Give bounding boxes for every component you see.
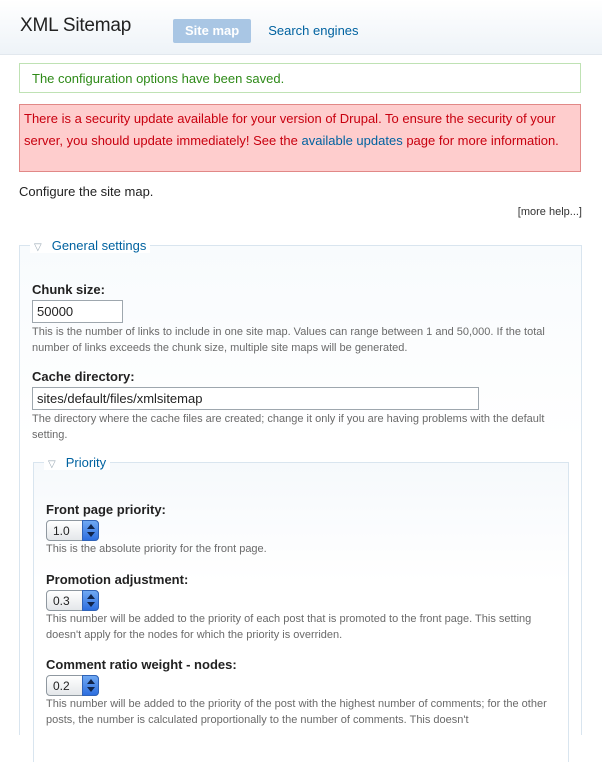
promotion-adjustment-select[interactable]: [46, 590, 99, 611]
general-settings-fieldset: [19, 238, 582, 735]
front-page-priority-description: This is the absolute priority for the front page.: [46, 543, 267, 555]
select-arrows-icon: [82, 520, 99, 541]
general-settings-legend-label: General settings: [51, 238, 147, 253]
collapse-triangle-icon: ▽: [48, 459, 56, 470]
cache-directory-label: Cache directory:: [32, 369, 135, 384]
page-title: XML Sitemap: [20, 15, 132, 36]
primary-tabs: [173, 19, 371, 43]
page-header: [0, 0, 602, 55]
collapse-triangle-icon: ▽: [34, 242, 42, 253]
status-message: The configuration options have been saved.: [19, 63, 581, 93]
priority-fieldset: [33, 455, 569, 762]
chunk-size-description: This is the number of links to include in one site map. Values can range between 1 and 50,000. If the total number of links exceeds the chunk size, multiple site maps will be generated.: [32, 326, 545, 354]
error-message-text-end: page for more information.: [402, 133, 559, 148]
cache-directory-input[interactable]: [32, 387, 479, 410]
promotion-adjustment-value: 0.3: [53, 594, 70, 608]
available-updates-link[interactable]: available updates: [301, 133, 403, 148]
more-help-link[interactable]: [more help...]: [517, 206, 582, 218]
tab-search-engines[interactable]: Search engines: [268, 23, 359, 38]
front-page-priority-label: Front page priority:: [46, 502, 166, 517]
comment-ratio-value: 0.2: [53, 679, 70, 693]
front-page-priority-select[interactable]: [46, 520, 99, 541]
intro-text: Configure the site map.: [19, 184, 154, 199]
tab-site-map[interactable]: Site map: [173, 19, 251, 43]
error-message: [19, 104, 581, 172]
front-page-priority-value: 1.0: [53, 524, 70, 538]
priority-legend[interactable]: [44, 455, 110, 470]
cache-directory-description: The directory where the cache files are created; change it only if you are having problems with the default setting.: [32, 413, 545, 441]
chunk-size-input[interactable]: [32, 300, 123, 323]
comment-ratio-label: Comment ratio weight - nodes:: [46, 657, 237, 672]
error-message-text: There is a security update available for your version of Drupal. To ensure the security of your server, you should update immediately! See the: [24, 111, 556, 148]
general-settings-legend[interactable]: [30, 238, 150, 253]
chunk-size-label: Chunk size:: [32, 282, 105, 297]
priority-legend-label: Priority: [65, 455, 107, 470]
comment-ratio-select[interactable]: [46, 675, 99, 696]
select-arrows-icon: [82, 675, 99, 696]
select-arrows-icon: [82, 590, 99, 611]
promotion-adjustment-label: Promotion adjustment:: [46, 572, 189, 587]
promotion-adjustment-description: This number will be added to the priority of each post that is promoted to the front page. This setting doesn't apply for the nodes for which the priority is overriden.: [46, 613, 532, 641]
comment-ratio-description: This number will be added to the priority of the post with the highest number of comments; for the other posts, the number is calculated proportionally to the number of comments. This doesn't: [46, 698, 547, 726]
